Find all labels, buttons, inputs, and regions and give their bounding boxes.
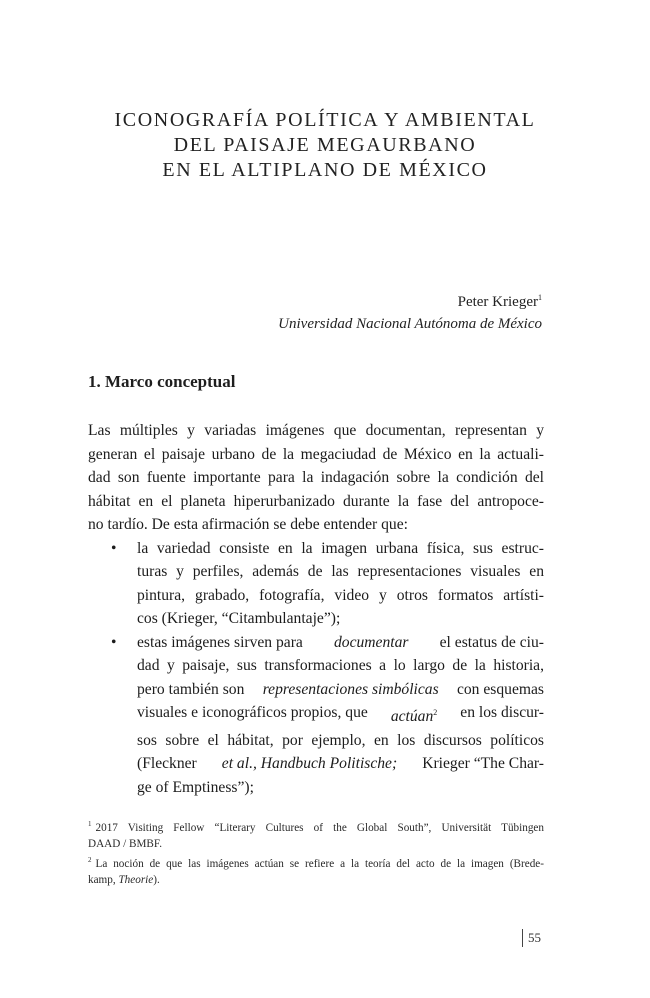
article-title [40,108,610,183]
text-run: pero también son [137,680,245,698]
text-run: (Fleckner [137,755,197,772]
bullet-icon: • [111,633,117,651]
text-run-italic: documentar [333,633,409,651]
author-name-line [278,287,542,313]
footnotes [88,816,544,888]
footnote-ref[interactable]: 2 [433,708,438,717]
text-run: con esquemas [456,680,544,698]
list-item-line: ge of Emptiness”); [137,778,254,796]
list-item-line [137,752,544,776]
bullet-list [88,537,544,800]
author-block [278,287,542,335]
paragraph-line: hábitat en el planeta hiperurbanizado durante la fase del antropoce- [88,492,544,510]
footnote-2-number: 2 [88,856,92,864]
footnote-2-line [88,872,544,888]
list-item-line: dad y paisaje, sus transformaciones a lo largo de la historia, [137,657,544,674]
text-run-italic: actúan [390,708,434,725]
list-item-line: la variedad consiste en la imagen urbana física, sus estruc- [137,539,544,557]
text-run-group [391,701,437,729]
text-run-italic: Theorie [118,874,154,886]
list-item-line: sos sobre el hábitat, por ejemplo, en los discursos políticos [137,731,544,749]
list-item [88,631,544,800]
author-name: Peter Krieger [457,294,538,310]
text-run: Krieger “The Char- [422,755,544,772]
footnote-2-text: La noción de que las imágenes actúan se refiere a la teoría del acto de la imagen (Brede- [95,858,544,870]
author-footnote-ref[interactable]: 1 [538,293,542,302]
paragraph [88,419,544,537]
text-run: estas imágenes sirven para [137,633,303,651]
list-item-line [137,631,544,655]
list-item-line [137,701,544,729]
footnote-1-line: DAAD / BMBF. [88,838,163,850]
text-run-italic: et al., Handbuch Politische; [221,755,398,772]
paragraph-line: Las múltiples y variadas imágenes que documentan, representan y [88,422,544,439]
footnote-1-number: 1 [88,820,92,828]
footnote-1-text: 2017 Visiting Fellow “Literary Cultures of the Global South”, Universität Tübingen [95,822,544,834]
title-line-2: DEL PAISAJE MEGAURBANO [173,134,477,156]
text-run: kamp, [88,874,116,886]
paragraph-line: no tardío. De esta afirmación se debe entender que: [88,516,408,533]
bullet-icon: • [111,539,117,557]
paragraph-line: dad son fuente importante para la indagación sobre la condición del [88,469,544,486]
title-line-3: EN EL ALTIPLANO DE MÉXICO [162,159,488,181]
list-item [88,537,544,631]
list-item-line: pintura, grabado, fotografía, video y otros formatos artísti- [137,586,544,604]
text-run-italic: representaciones simbólicas [262,680,439,698]
body-text [88,419,544,799]
text-run: el estatus de ciu- [439,633,544,651]
author-affiliation: Universidad Nacional Autónoma de México [278,316,542,332]
page-number: 55 [522,929,541,947]
list-item-line: cos (Krieger, “Citambulantaje”); [137,610,341,627]
list-item-line: turas y perfiles, además de las representaciones visuales en [137,563,544,580]
text-run: en los discur- [460,704,544,721]
text-run: visuales e iconográficos propios, que [137,704,368,721]
section-heading: 1. Marco conceptual [88,372,236,391]
title-line-1: ICONOGRAFÍA POLÍTICA Y AMBIENTAL [114,109,536,131]
paragraph-line: generan el paisaje urbano de la megaciudad de México en la actuali- [88,445,544,463]
list-item-line [137,678,544,702]
text-run: ). [153,874,160,886]
footnote-1-line [88,816,544,836]
footnote-2-line [88,852,544,872]
